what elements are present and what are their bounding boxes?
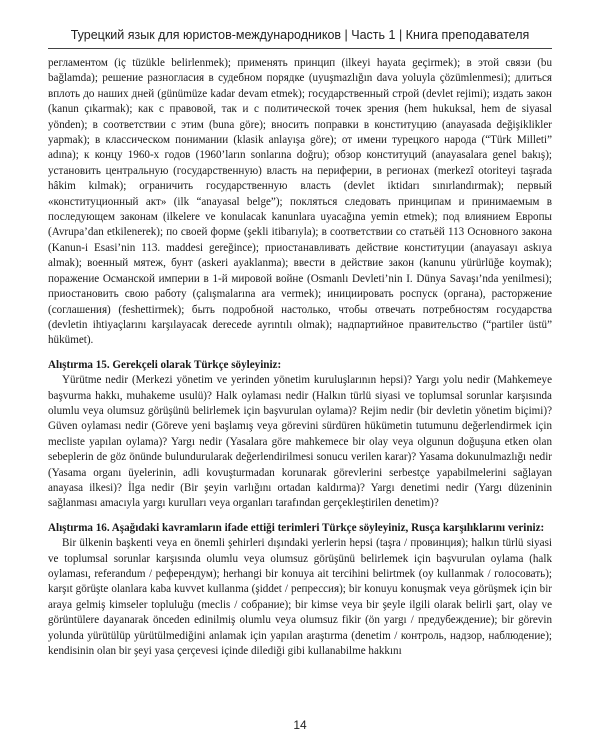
exercise-16-text: Bir ülkenin başkenti veya en önemli şehirleri dışındaki yerlerin hepsi (taşra / провинция); halkın türlü siyasi ve toplumsal sorunlar karşısında olumlu veya olumsuz görüşünü belirlemek için başvurulan oylama (halk oylaması, referandum / референдум); herhangi bir konuya ait tercihini belirtmek (oy kullanmak / голосовать); karşıt görüşte olanlara kaba kuvvet kullanma (şiddet / репрессия); bir konuyu konuşmak veya görüşmek için bir araya gelmiş kimseler topluluğu (meclis / собрание); bir kimse veya bir şeyle ilgili olarak belirli şart, olay ve görüntülere dayanarak önceden edinilmiş olumlu veya olumsuz fikir (ön yargı / предубеждение); bir görevin yolunda yürütülüp yürütülmediğini anlamak için yapılan araştırma (denetim / контроль, надзор, наблюдение); kendisinin olan bir şeyi yasa çerçevesi içinde dilediği gibi kullanabilme hakkını	[48, 537, 552, 658]
page-number: 14	[293, 718, 307, 732]
exercise-15-heading: Alıştırma 15. Gerekçeli olarak Türkçe söyleyiniz:	[48, 358, 282, 371]
page-body	[48, 56, 552, 659]
header-divider	[48, 48, 552, 49]
exercise-16-heading: Alıştırma 16. Aşağıdaki kavramların ifade ettiği terimleri Türkçe söyleyiniz, Rusça karşılıklarını veriniz:	[48, 521, 545, 534]
glossary-paragraph: регламентом (iç tüzükle belirlenmek); применять принцип (ilkeyi hayata geçirmek); в этой связи (bu bağlamda); решение разногласия в судебном порядке (uyuşmazlığın dava yoluyla çözümlenmesi); длиться вплоть до наших дней (günümüze kadar devam etmek); государственный строй (devlet rejimi); издать закон (kanun çıkarmak); как с правовой, так и с политической точек зрения (hem hukuksal, hem de siyasal yönden); в соответствии с этим (buna göre); вносить поправки в конституцию (anayasada değişiklikler yapmak); в классическом понимании (klasik anlayışa göre); от имени турецкого народа (“Türk Milleti” adına); к концу 1960-х годов (1960’ların sonlarına doğru); обзор конституций (anayasalara genel bakış); установить центральную (государственную) власть на периферии, в регионах (merkezî otoriteyi taşrada hâkim kılmak); ограничить государственную власть (devlet iktidarı sınırlandırmak); первый «конституционный акт» (ilk “anayasal belge”); покляться следовать принципам и принимаемым в последующем законам (ilkelere ve konulacak kanunlara uyacağına yemin etmek); под влиянием Европы (Avrupa’dan etkilenerek); по своей форме (şekli itibarıyla); в соответствии со статьёй 113 Основного закона (Kanun-i Esasi’nin 113. maddesi gereğince); приостанавливать действие конституции (anayasayı askıya almak); военный мятеж, бунт (askeri ayaklanma); ввести в действие закон (kanunu yürürlüğe koymak); поражение Османской империи в 1-й мировой войне (Osmanlı Devleti’nin I. Dünya Savaşı’nda yenilmesi); приостановить свою работу (çalışmalarına ara vermek); инициировать роспуск (органа), расторжение (соглашения) (feshettirmek); быть подробной настолько, чтобы отвечать потребностям государства (devletin ihtiyaçlarını karşılayacak derecede ayrıntılı olmak); надпартийное правительство (“partiler üstü” hükümet).	[48, 57, 552, 347]
exercise-15-text: Yürütme nedir (Merkezi yönetim ve yerinden yönetim kuruluşlarının hepsi)? Yargı yolu nedir (Mahkemeye başvurma hakkı, muhakeme usulü)? Halk oylaması nedir (Halkın türlü siyasi ve toplumsal sorunlar karşısında olumlu veya olumsuz görüşünü belirlemek için başvurulan oylama)? Rejim nedir (bir devletin yönetim biçimi)? Güven oylaması nedir (Göreve yeni başlamış veya görevini sürdüren hükümetin tutumunu değerlendirmek için mecliste yapılan oylama)? Yargı nedir (Yasalara göre mahkemece bir olay veya olgunun doğuşuna etken olan sebeplerin de göz önünde bulundurularak değerlendirilmesi sonucu verilen karar)? Yasama dokunulmazlığı nedir (Yasama organı üyelerinin, adli kovuşturmadan korunarak görevlerini serbestçe yapabilmelerini sağlayan anayasa ilkesi)? İlga nedir (Bir şeyin varlığını ortadan kaldırma)? Yargı denetimi nedir (Yargı düzeninin sağlanması amacıyla yargı kurulları veya organları tarafından gerçekleştirilen denetim)?	[48, 374, 552, 510]
running-header: Турецкий язык для юристов-международников | Часть 1 | Книга преподавателя	[70, 28, 530, 42]
